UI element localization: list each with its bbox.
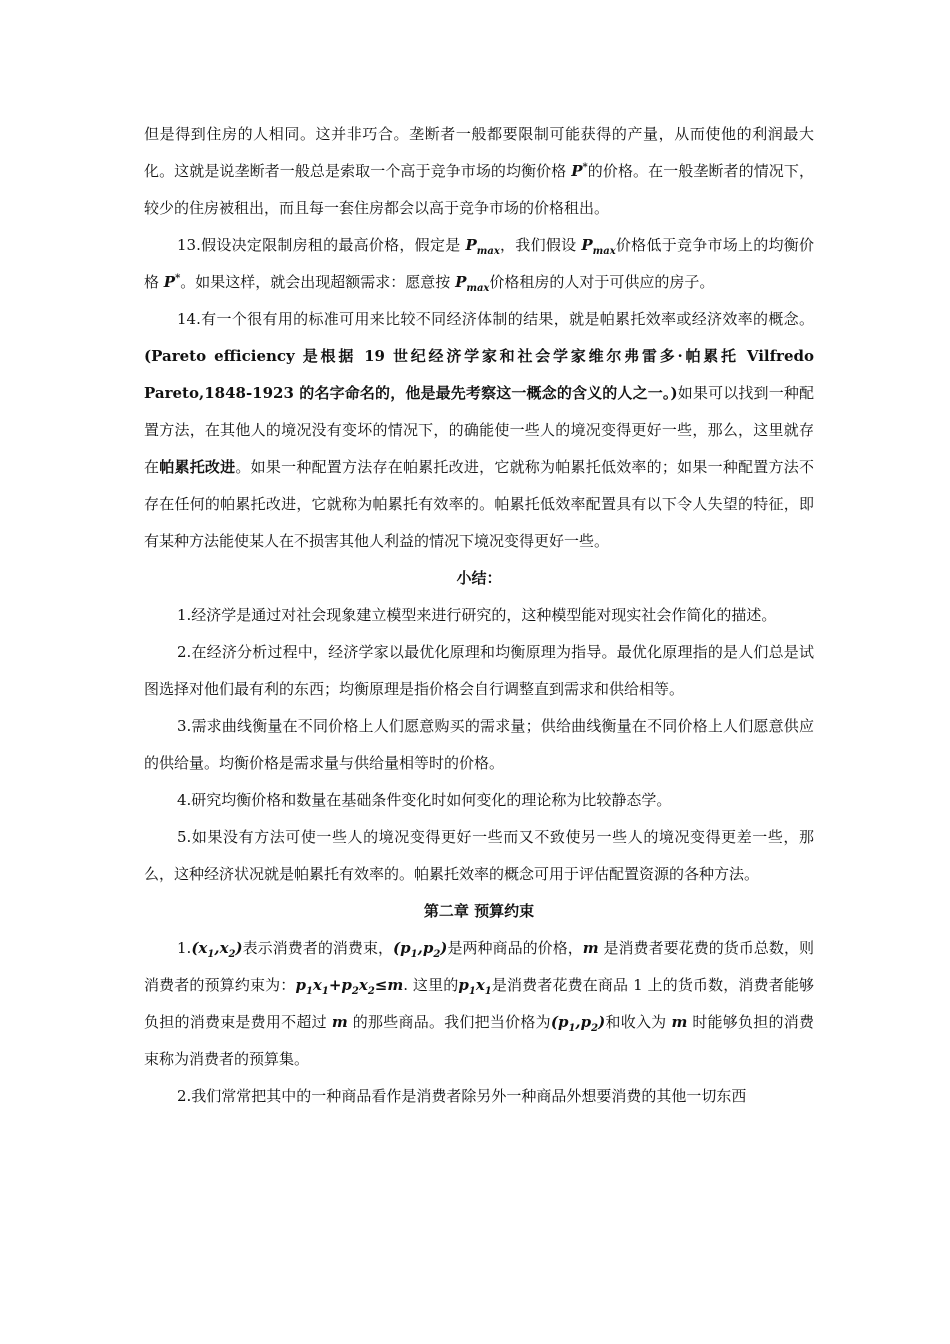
document-page — [144, 116, 814, 1115]
summary-item: 3.需求曲线衡量在不同价格上人们愿意购买的需求量；供给曲线衡量在不同价格上人们愿意供应的供给量。均衡价格是需求量与供给量相等时的价格。 — [144, 717, 814, 772]
money-symbol: m — [331, 1013, 348, 1031]
summary-item: 1.经济学是通过对社会现象建立模型来进行研究的，这种模型能对现实社会作简化的描述。 — [177, 606, 777, 624]
chapter-2-paragraph-1: $1.(x_1,x_2)$表示消费者的消费束，$(p_1,p_2)$是两种商品的价格，m 是消费者要花费的货币总数，则消费者的预算约束为：$p_1x_1+p_2x_2\le m$. 这里的$p_1x_1$是消费者花费在商品 1 上的货币数，消费者能够负担的消费束是费用不超过 m 的那些商品。我们把当价格为$(p_1,p_2)$和收入为 m 时能够负担的消费束称为消费者的预算集。 — [144, 939, 814, 1068]
money-symbol: m — [582, 939, 599, 957]
summary-heading: 小结： — [456, 569, 502, 587]
paragraph-14: 14.有一个很有用的标准可用来比较不同经济体制的结果，就是帕累托效率或经济效率的概念。(Pareto efficiency 是根据 19 世纪经济学家和社会学家维尔弗雷多·帕累托 Vilfredo Pareto,1848-1923 的名字命名的，他是最先考察这一概念的含义的人之一。)如果可以找到一种配置方法，在其他人的境况没有变坏的情况下，的确能使一些人的境况变得更好一些，那么，这里就存在帕累托改进。如果一种配置方法存在帕累托改进，它就称为帕累托低效率的；如果一种配置方法不存在任何的帕累托改进，它就称为帕累托有效率的。帕累托低效率配置具有以下令人失望的特征，即有某种方法能使某人在不损害其他人利益的情况下境况变得更好一些。 — [144, 310, 814, 550]
consumption-bundle-symbol: $(x_1,x_2)$ — [191, 939, 243, 960]
p-max-symbol: $P_{max}$ — [581, 236, 616, 257]
intro-text-2: 的价格。在一般垄断者的情况下，较少的住房被租出，而且每一套住房都会以高于竞争市场的价格租出。 — [144, 162, 814, 217]
intro-text-1: 但是得到住房的人相同。这并非巧合。垄断者一般都要限制可能获得的产量，从而使他的利润最大化。这就是说垄断者一般总是索取一个高于竞争市场的均衡价格 — [144, 125, 814, 180]
summary-item: 2.在经济分析过程中，经济学家以最优化原理和均衡原理为指导。最优化原理指的是人们总是试图选择对他们最有利的东西；均衡原理是指价格会自行调整直到需求和供给相等。 — [144, 643, 814, 698]
price-pair-symbol: $(p_1,p_2)$ — [393, 939, 448, 960]
paragraph-13: 13.假设决定限制房租的最高价格，假定是 $P_{max}$，我们假设 $P_{max}$价格低于竞争市场上的均衡价格 P*。如果这样，就会出现超额需求：愿意按 $P_{max}$价格租房的人对于可供应的房子。 — [144, 236, 814, 294]
pareto-improvement-term: 帕累托改进 — [159, 458, 236, 476]
p-max-symbol: $P_{max}$ — [455, 273, 490, 294]
intro-paragraph — [144, 116, 814, 227]
pareto-note: (Pareto efficiency 是根据 19 世纪经济学家和社会学家维尔弗雷多·帕累托 Vilfredo Pareto,1848-1923 的名字命名的，他是最先考察这一概念的含义的人之一。) — [144, 347, 814, 402]
chapter-2-paragraph-2: 2.我们常常把其中的一种商品看作是消费者除另外一种商品外想要消费的其他一切东西 — [177, 1087, 747, 1105]
chapter-2-heading: 第二章 预算约束 — [423, 902, 535, 920]
summary-item: 5.如果没有方法可使一些人的境况变得更好一些而又不致使另一些人的境况变得更差一些，那么，这种经济状况就是帕累托有效率的。帕累托效率的概念可用于评估配置资源的各种方法。 — [144, 828, 814, 883]
p-star-symbol: P* — [163, 273, 181, 291]
money-symbol: m — [671, 1013, 688, 1031]
expenditure-symbol: $p_1x_1$ — [458, 976, 492, 997]
p-max-symbol: $P_{max}$ — [465, 236, 500, 257]
summary-item: 4.研究均衡价格和数量在基础条件变化时如何变化的理论称为比较静态学。 — [177, 791, 672, 809]
price-pair-symbol: $(p_1,p_2)$ — [550, 1013, 606, 1034]
budget-constraint-formula: $p_1x_1+p_2x_2\le m$ — [295, 976, 404, 997]
p-star-symbol: P* — [571, 162, 588, 180]
